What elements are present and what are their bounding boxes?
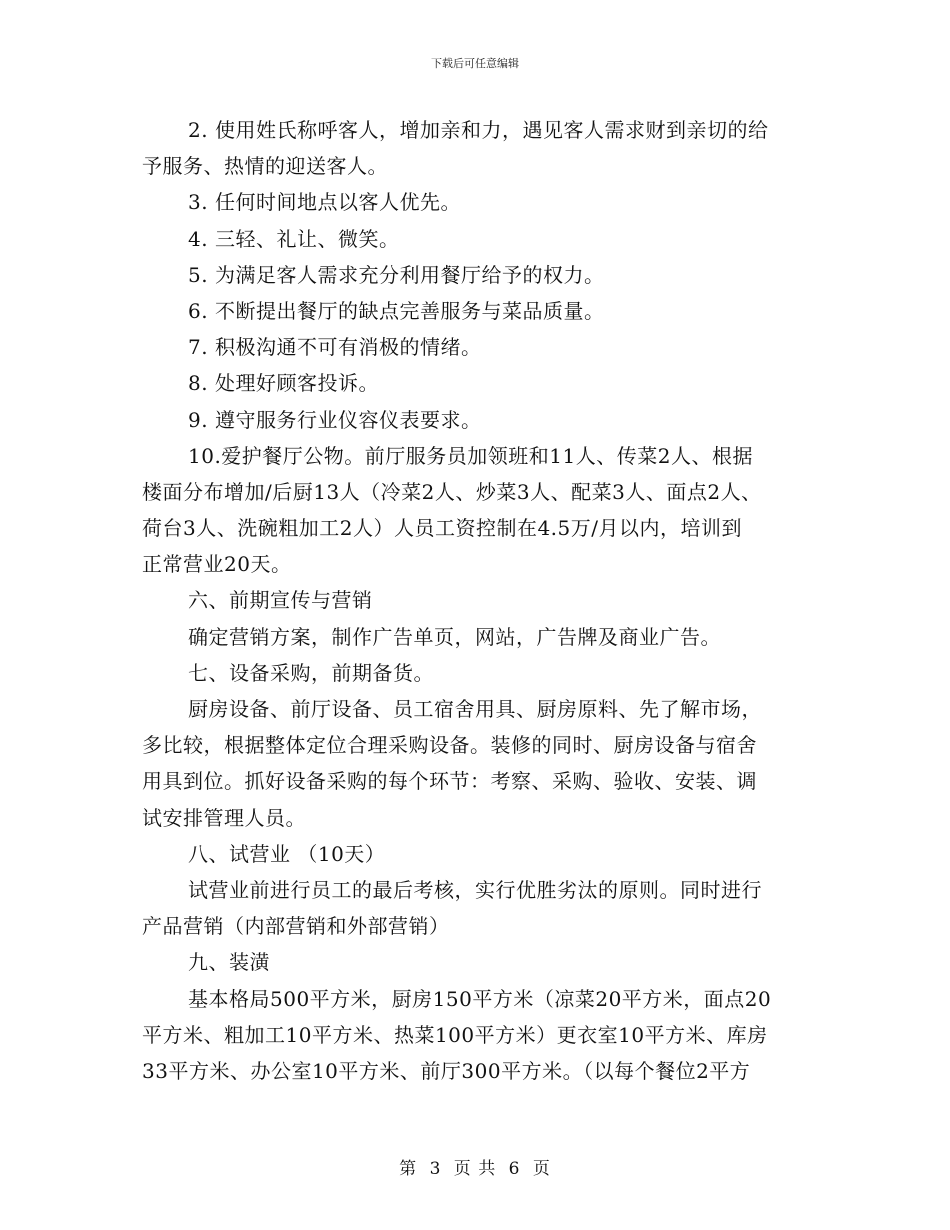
text-line: 楼面分布增加/后厨13人（冷菜2人、炒菜3人、配菜3人、面点2人、 — [142, 479, 762, 504]
text-line: 用具到位。抓好设备采购的每个环节：考察、采购、验收、安装、调 — [142, 769, 757, 794]
text-line: 4. 三轻、礼让、微笑。 — [188, 226, 400, 251]
page-footer — [0, 1154, 950, 1179]
text-line: 7. 积极沟通不可有消极的情绪。 — [188, 335, 482, 360]
text-line: 8. 处理好顾客投诉。 — [188, 371, 379, 396]
text-line: 平方米、粗加工10平方米、热菜100平方米）更衣室10平方米、库房 — [142, 1022, 768, 1047]
footer-current-page: 3 — [429, 1159, 442, 1179]
footer-total-pages: 6 — [508, 1159, 521, 1179]
text-line: 八、试营业 （10天） — [188, 841, 386, 866]
footer-prefix: 第 — [399, 1159, 418, 1179]
text-line: 予服务、热情的迎送客人。 — [142, 154, 388, 179]
text-line: 试营业前进行员工的最后考核，实行优胜劣汰的原则。同时进行 — [188, 877, 762, 902]
text-line: 七、设备采购，前期备货。 — [188, 660, 434, 685]
text-line: 试安排管理人员。 — [142, 805, 306, 830]
text-line: 厨房设备、前厅设备、员工宿舍用具、厨房原料、先了解市场， — [188, 697, 762, 721]
text-line: 3. 任何时间地点以客人优先。 — [188, 190, 461, 215]
text-line: 荷台3人、洗碗粗加工2人）人员工资控制在4.5万/月以内，培训到 — [142, 516, 742, 541]
text-line: 九、装潢 — [188, 950, 270, 975]
page-header-note: 下载后可任意编辑 — [431, 57, 519, 70]
text-line: 33平方米、办公室10平方米、前厅300平方米。（以每个餐位2平方 — [142, 1058, 751, 1083]
text-line: 确定营销方案，制作广告单页，网站，广告牌及商业广告。 — [188, 624, 721, 649]
text-line: 多比较，根据整体定位合理采购设备。装修的同时、厨房设备与宿舍 — [142, 733, 757, 758]
text-line: 2. 使用姓氏称呼客人，增加亲和力，遇见客人需求财到亲切的给 — [188, 118, 769, 142]
text-line: 产品营销（内部营销和外部营销） — [142, 914, 450, 939]
text-line: 正常营业20天。 — [142, 552, 292, 577]
footer-suffix: 页 — [532, 1159, 551, 1179]
text-line: 10.爱护餐厅公物。前厅服务员加领班和11人、传菜2人、根据 — [188, 443, 753, 468]
text-line: 9. 遵守服务行业仪容仪表要求。 — [188, 407, 482, 432]
text-line: 6. 不断提出餐厅的缺点完善服务与菜品质量。 — [188, 298, 605, 323]
text-line: 六、前期宣传与营销 — [188, 588, 373, 613]
document-body — [142, 112, 822, 1089]
footer-middle: 页 共 — [453, 1159, 497, 1179]
text-line: 基本格局500平方米，厨房150平方米（凉菜20平方米，面点20 — [188, 986, 772, 1011]
text-line: 5. 为满足客人需求充分利用餐厅给予的权力。 — [188, 262, 605, 287]
